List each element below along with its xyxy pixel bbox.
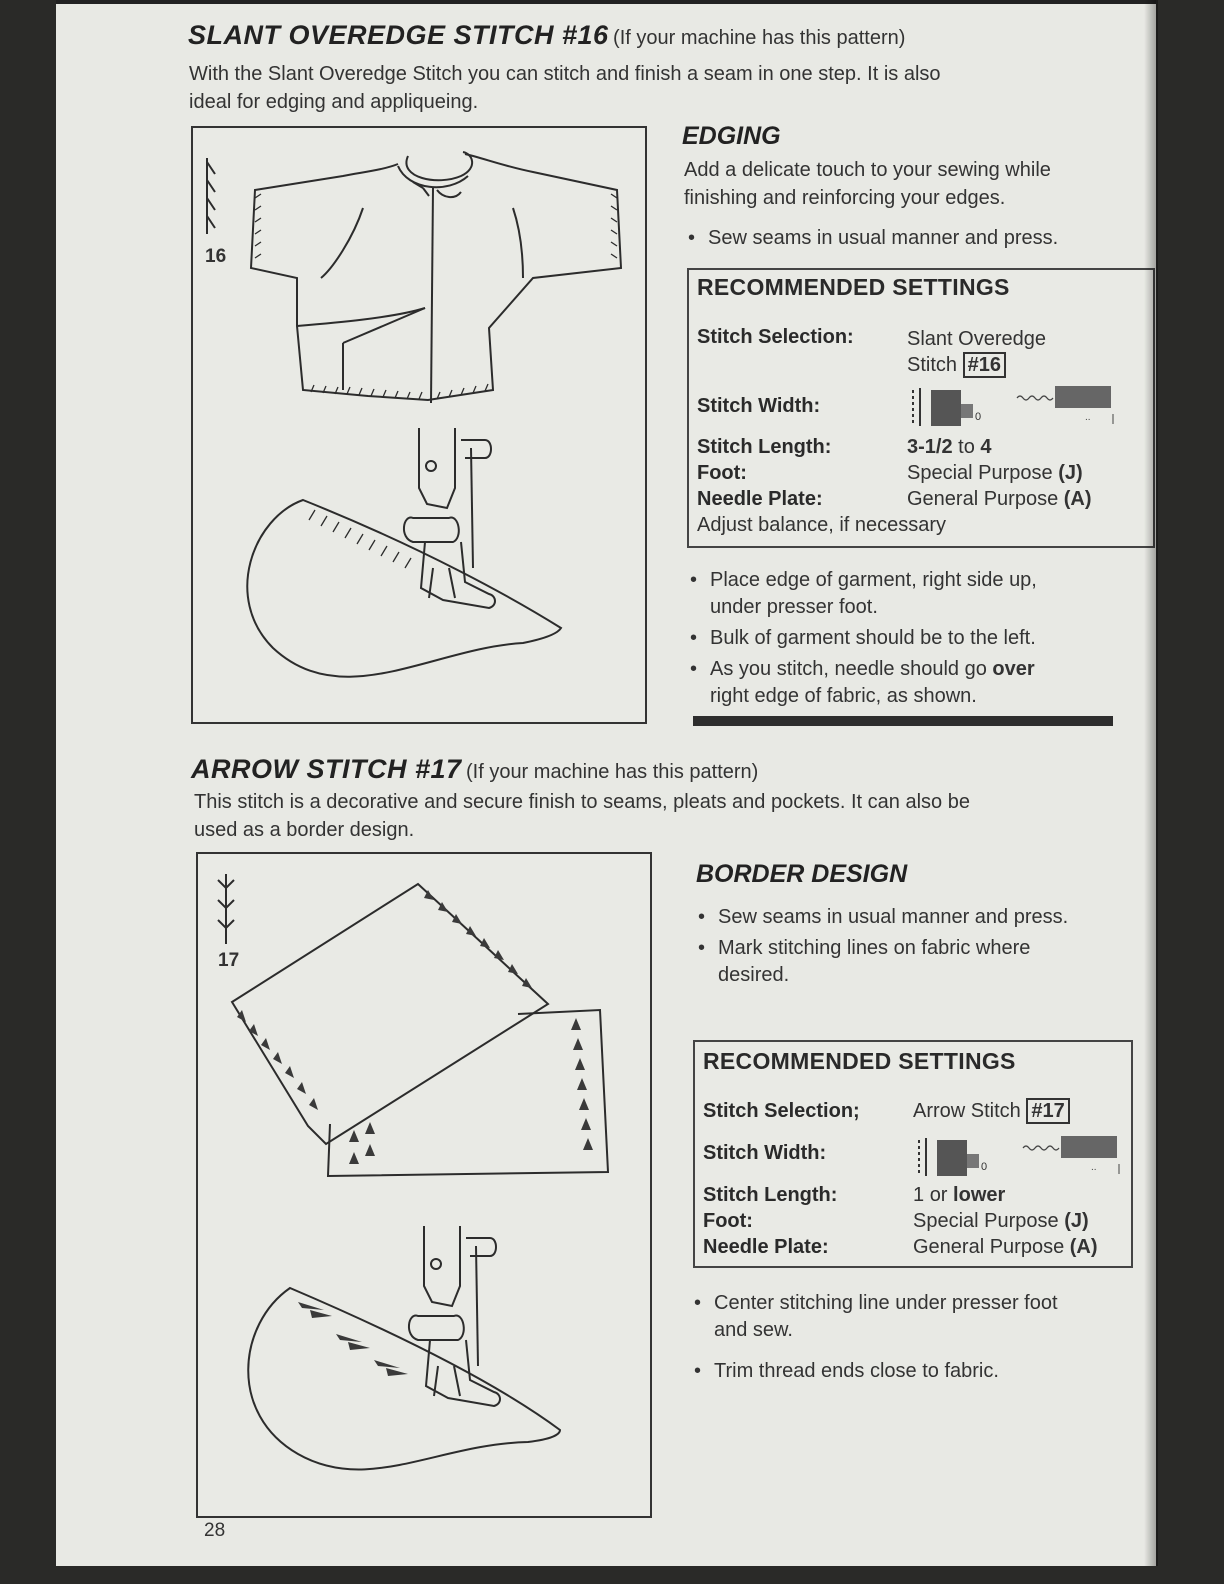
slant-foot-code: (J)	[1058, 462, 1083, 484]
slant-plate-name: General Purpose	[907, 488, 1059, 510]
slant-heading	[188, 20, 905, 51]
slant-title: SLANT OVEREDGE STITCH #16	[188, 20, 609, 50]
slant-step: • Bulk of garment should be to the left.	[688, 625, 1148, 652]
fabric-piece-2	[248, 1288, 560, 1469]
slant-figure-number: 16	[205, 246, 227, 267]
arrow-illustration-frame	[196, 852, 652, 1518]
arrow-step: • Trim thread ends close to fabric.	[692, 1358, 1152, 1385]
folded-fabric-drawing	[232, 884, 608, 1176]
slant-step1-line2: under presser foot.	[710, 596, 878, 618]
slant-step	[688, 567, 1148, 621]
slant-length-label: Stitch Length:	[697, 436, 832, 458]
arrow-selection-name: Arrow Stitch	[913, 1100, 1021, 1122]
baby-jacket-drawing	[251, 152, 621, 403]
top-edge	[56, 0, 1156, 4]
slant-width-dial-icon	[907, 384, 1117, 430]
slant-selection-value	[907, 326, 1046, 378]
slant-intro-line1: With the Slant Overedge Stitch you can stitch and finish a seam in one step. It is also	[189, 63, 941, 85]
presser-foot-drawing	[404, 428, 495, 608]
edging-bullets	[686, 225, 1136, 256]
slant-plate-label: Needle Plate:	[697, 488, 823, 510]
border-bullet: • Sew seams in usual manner and press.	[696, 904, 1156, 931]
arrow-length-b: lower	[953, 1184, 1006, 1206]
slant-settings-title: RECOMMENDED SETTINGS	[697, 274, 1010, 300]
arrow-step1-line2: and sew.	[714, 1319, 793, 1341]
slant-foot-value	[907, 462, 1083, 485]
arrow-heading	[191, 754, 758, 785]
slant-length-value	[907, 436, 992, 459]
slant-intro-line2: ideal for edging and appliqueing.	[189, 91, 479, 113]
arrow-stitch-number-box: #17	[1026, 1098, 1069, 1124]
arrow-foot-code: (J)	[1064, 1210, 1089, 1232]
arrow-foot-value	[913, 1210, 1089, 1233]
arrow-intro	[194, 788, 1134, 844]
arrow-stitch-marks	[237, 890, 593, 1164]
arrow-illustration	[198, 854, 650, 1516]
arrow-length-label: Stitch Length:	[703, 1184, 838, 1206]
arrow-selection-label: Stitch Selection;	[703, 1100, 860, 1122]
edging-text	[684, 156, 1134, 212]
slant-settings-box	[687, 268, 1155, 548]
arrow-length-value	[913, 1184, 1005, 1207]
slant-width-label: Stitch Width:	[697, 395, 821, 417]
page-number: 28	[204, 1520, 226, 1541]
arrow-plate-label: Needle Plate:	[703, 1236, 829, 1258]
slant-step3-pre: As you stitch, needle should go	[710, 658, 987, 680]
fabric-arrow-stitches	[298, 1302, 408, 1376]
edging-line2: finishing and reinforcing your edges.	[684, 187, 1006, 209]
edging-line1: Add a delicate touch to your sewing while	[684, 159, 1051, 181]
arrow-width-dial-icon	[913, 1134, 1123, 1180]
arrow-settings-title: RECOMMENDED SETTINGS	[703, 1048, 1016, 1074]
arrow-foot-label: Foot:	[703, 1210, 753, 1232]
slant-selection-line1: Slant Overedge	[907, 328, 1046, 350]
slant-selection-label: Stitch Selection:	[697, 326, 854, 348]
slant-illustration-frame	[191, 126, 647, 724]
border-bullet2-line2: desired.	[718, 964, 790, 986]
slant-plate-value	[907, 488, 1092, 511]
slant-step1-line1: Place edge of garment, right side up,	[710, 569, 1037, 591]
jacket-edge-stitches	[255, 194, 617, 399]
arrow-width-label: Stitch Width:	[703, 1142, 827, 1164]
arrow-foot-name: Special Purpose	[913, 1210, 1059, 1232]
arrow-intro-line2: used as a border design.	[194, 819, 415, 841]
slant-length-to: to	[958, 436, 975, 458]
slant-foot-name: Special Purpose	[907, 462, 1053, 484]
slant-step3-line2: right edge of fabric, as shown.	[710, 685, 977, 707]
arrow-plate-name: General Purpose	[913, 1236, 1065, 1258]
slant-stitch-symbol-icon	[207, 158, 215, 234]
slant-note: (If your machine has this pattern)	[613, 27, 906, 49]
svg-text:..: ..	[1091, 1162, 1097, 1173]
arrow-settings-box	[693, 1040, 1133, 1268]
svg-text:0: 0	[975, 411, 982, 423]
edging-bullet: • Sew seams in usual manner and press.	[686, 225, 1136, 252]
presser-foot-drawing-2	[409, 1226, 500, 1406]
slant-length-a: 3-1/2	[907, 436, 953, 458]
arrow-step1-line1: Center stitching line under presser foot	[714, 1292, 1058, 1314]
arrow-note: (If your machine has this pattern)	[465, 761, 759, 783]
slant-intro	[189, 60, 1129, 116]
arrow-plate-value	[913, 1236, 1098, 1259]
arrow-selection-value	[913, 1100, 1070, 1123]
arrow-stitch-symbol-icon	[218, 874, 234, 944]
slant-plate-code: (A)	[1063, 488, 1092, 510]
arrow-steps	[692, 1290, 1152, 1389]
arrow-step	[692, 1290, 1152, 1344]
border-bullet2-line1: Mark stitching lines on fabric where	[718, 937, 1031, 959]
slant-length-b: 4	[980, 436, 992, 458]
manual-page	[56, 0, 1156, 1566]
arrow-plate-code: (A)	[1069, 1236, 1098, 1258]
arrow-length-or: or	[929, 1184, 948, 1206]
arrow-figure-number: 17	[218, 950, 240, 971]
arrow-intro-line1: This stitch is a decorative and secure finish to seams, pleats and pockets. It can also be	[194, 791, 970, 813]
svg-text:0: 0	[981, 1161, 988, 1173]
arrow-length-a: 1	[913, 1184, 925, 1206]
slant-selection-line2: Stitch	[907, 354, 958, 376]
border-heading: BORDER DESIGN	[696, 860, 908, 888]
section-divider	[693, 716, 1113, 726]
slant-balance-note: Adjust balance, if necessary	[697, 514, 947, 536]
arrow-title: ARROW STITCH #17	[191, 754, 462, 784]
slant-step	[688, 656, 1148, 710]
slant-step3-bold: over	[992, 658, 1035, 680]
border-bullets	[696, 904, 1156, 993]
slant-illustration	[193, 128, 645, 722]
slant-steps	[688, 567, 1148, 714]
slant-foot-label: Foot:	[697, 462, 747, 484]
svg-text:..: ..	[1085, 412, 1091, 423]
border-bullet	[696, 935, 1156, 989]
edging-heading: EDGING	[682, 122, 781, 150]
slant-stitch-number-box: #16	[963, 352, 1006, 378]
